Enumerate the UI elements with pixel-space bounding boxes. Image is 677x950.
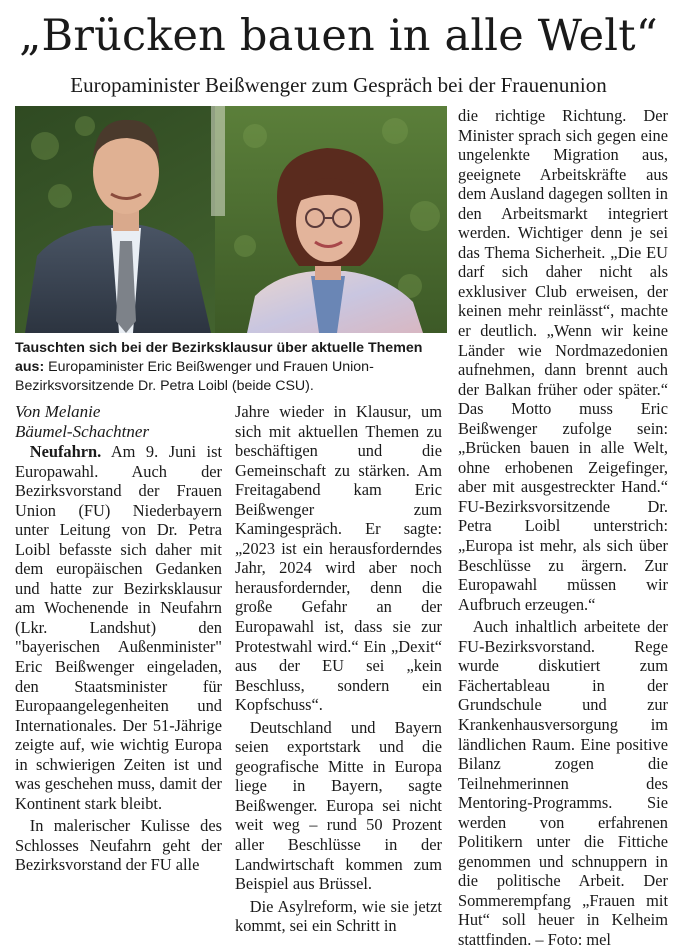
paragraph-2-continued: Jahre wieder in Klausur, um sich mit aktuellen Themen zu beschäftigen und die Gemeinschaft zu stärken. Am Freitagabend kam Eric Beißwenger zum Kamingespräch. Er sagte: „2023 ist ein herausforderndes Jahr, 2024 wird aber noch herausfordernder, denn die große Gefahr an der Europawahl ist, dass sie zur Protestwahl wird.“ Ein „Dexit“ aus der EU sei „kein Beschluss, sondern ein Kopfschuss“.	[235, 402, 442, 715]
paragraph-1	[15, 442, 222, 813]
paragraph-1-text: Am 9. Juni ist Europawahl. Auch der Bezirksvorstand der Frauen Union (FU) Niederbayern unter Leitung von Dr. Petra Loibl befasste sich daher mit dem europäischen Gedanken und hatte zur Bezirksklausur am Wochenende in Neufahrn (Lkr. Landshut) den "bayerischen Außenminister" Eric Beißwenger eingeladen, den Staatsminister für Europaangelegenheiten und Internationales. Der 51-Jährige zeigte auf, wie wichtig Europa in schwierigen Zeiten ist und was geschehen muss, damit der Kontinent stark bleibt.	[15, 442, 222, 813]
caption-text: Europaminister Eric Beißwenger und Frauen Union-Bezirksvorsitzende Dr. Petra Loibl (beide CSU).	[15, 359, 374, 394]
column-3	[458, 106, 668, 950]
column-2	[235, 402, 442, 936]
byline-line-1: Von Melanie	[15, 402, 101, 421]
photo-illustration	[15, 106, 447, 333]
paragraph-3: Deutschland und Bayern seien exportstark und die geografische Mitte in Europa liege in Bayern, sagte Beißwenger. Europa sei nicht weit weg – rund 50 Prozent aller Beschlüsse in der Landwirtschaft kommen zum Beispiel aus Brüssel.	[235, 717, 442, 894]
photo-caption	[15, 339, 447, 396]
paragraph-4: Die Asylreform, wie sie jetzt kommt, sei ein Schritt in	[235, 896, 442, 936]
subheadline: Europaminister Beißwenger zum Gespräch bei der Frauenunion	[70, 73, 607, 97]
caption-lead: Tauschten sich bei der Bezirksklausur über aktuelle Themen aus:	[15, 340, 423, 375]
byline	[15, 402, 222, 442]
paragraph-5: Auch inhaltlich arbeitete der FU-Bezirksvorstand. Rege wurde diskutiert zum Fächertableau in der Grundschule und zur Krankenhausversorgung im ländlichen Raum. Eine positive Bilanz zogen die Teilnehmerinnen des Mentoring-Programms. Sie werden von erfahrenen Politikern unter die Fittiche genommen und schnuppern in die politische Arbeit. Der Sommerempfang „Frauen mit Hut“ soll heuer in Kelheim stattfinden. – Foto: mel	[458, 617, 668, 949]
headline: „Brücken bauen in alle Welt“	[19, 11, 658, 61]
column-1	[15, 402, 222, 875]
dateline: Neufahrn.	[29, 442, 102, 461]
paragraph-2: In malerischer Kulisse des Schlosses Neufahrn geht der Bezirksvorstand der FU alle	[15, 816, 222, 875]
paragraph-4-continued: die richtige Richtung. Der Minister sprach sich gegen eine ungelenkte Migration aus, geeignete Arbeitskräfte aus dem Ausland dagegen sollten in den Arbeitsmarkt integriert werden. Wichtiger denn je sei das Thema Sicherheit. „Die EU darf sich daher nicht als exklusiver Club erweisen, der keinen mehr reinlässt“, machte er deutlich. „Wenn wir keine Länder wie Nordmazedonien aufnehmen, dann brennt auch der Balkan früher oder später.“ Das Motto muss Eric Beißwenger zufolge sein: „Brücken bauen in alle Welt, ohne erhobenen Zeigefinger, aber mit ausgestreckter Hand.“ FU-Bezirksvorsitzende Dr. Petra Loibl unterstrich: „Europa ist mehr, als sich über Beschlüsse zu ärgern. Zur Europawahl müssen wir Aufbruch erzeugen.“	[458, 106, 668, 614]
byline-line-2: Bäumel-Schachtner	[15, 422, 150, 441]
article-photo	[15, 106, 447, 333]
